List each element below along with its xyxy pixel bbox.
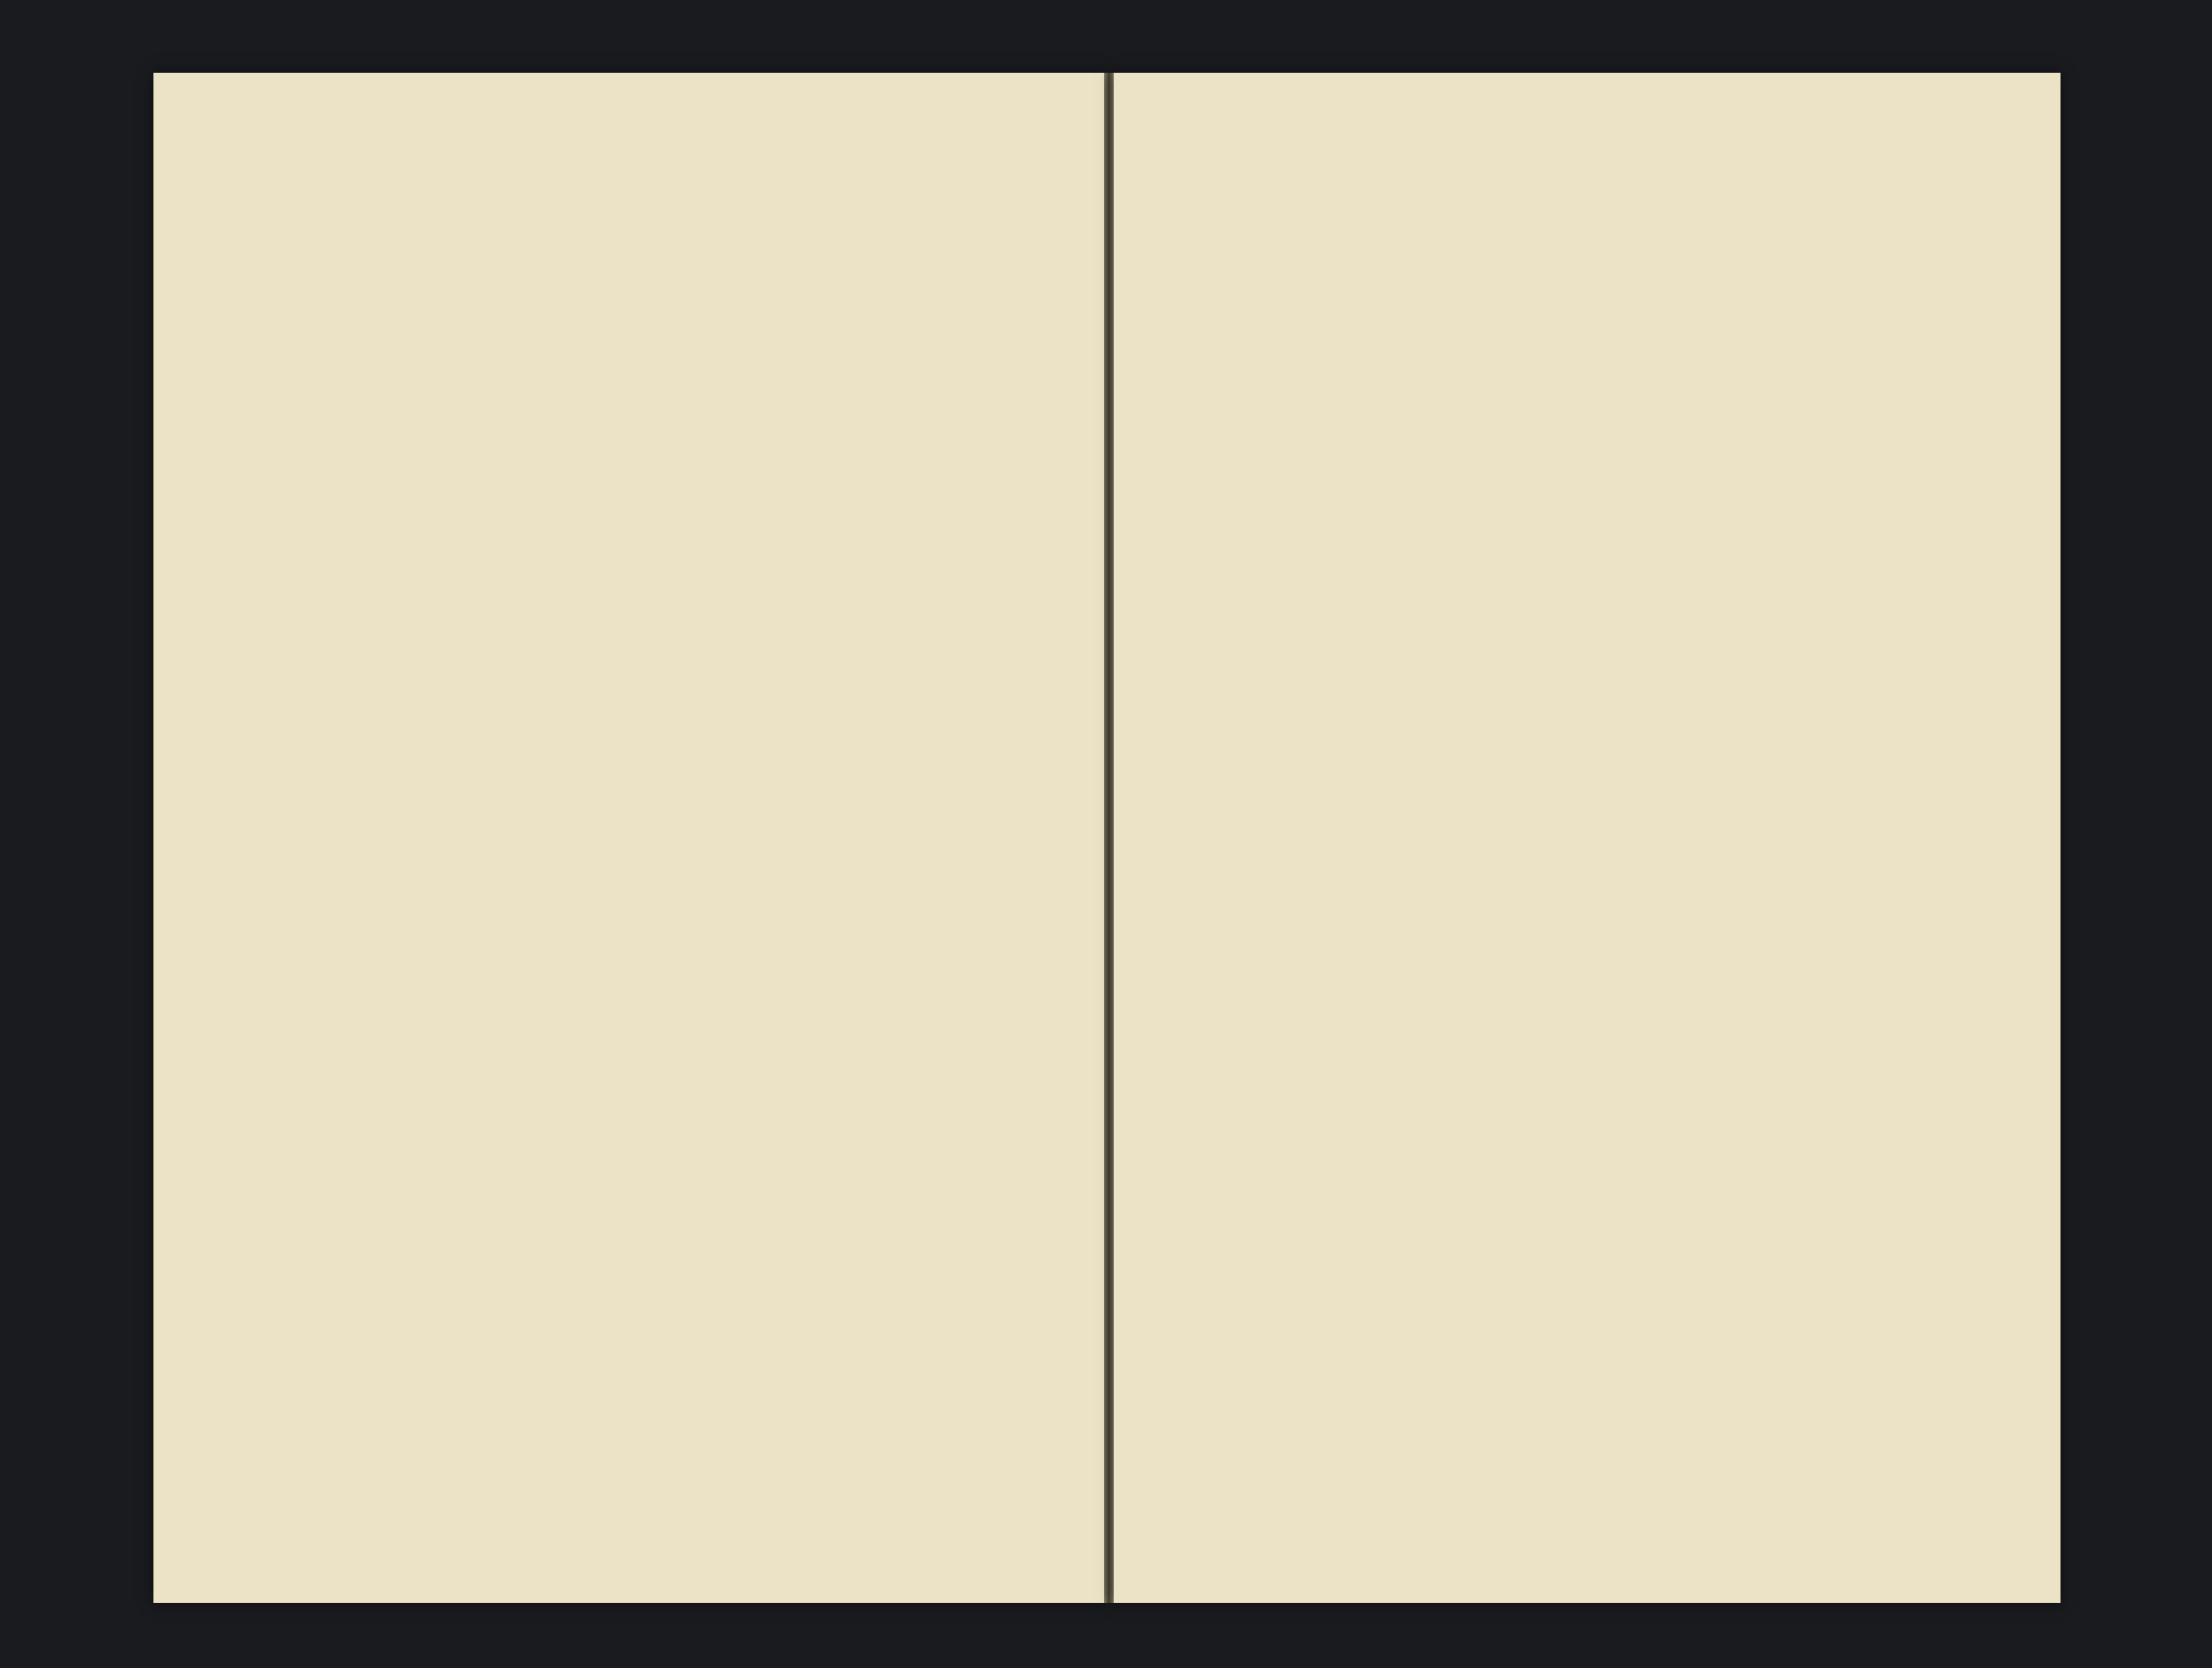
right-page xyxy=(1114,73,2061,1603)
left-page xyxy=(153,73,1104,1603)
book-gutter xyxy=(1104,73,1114,1603)
